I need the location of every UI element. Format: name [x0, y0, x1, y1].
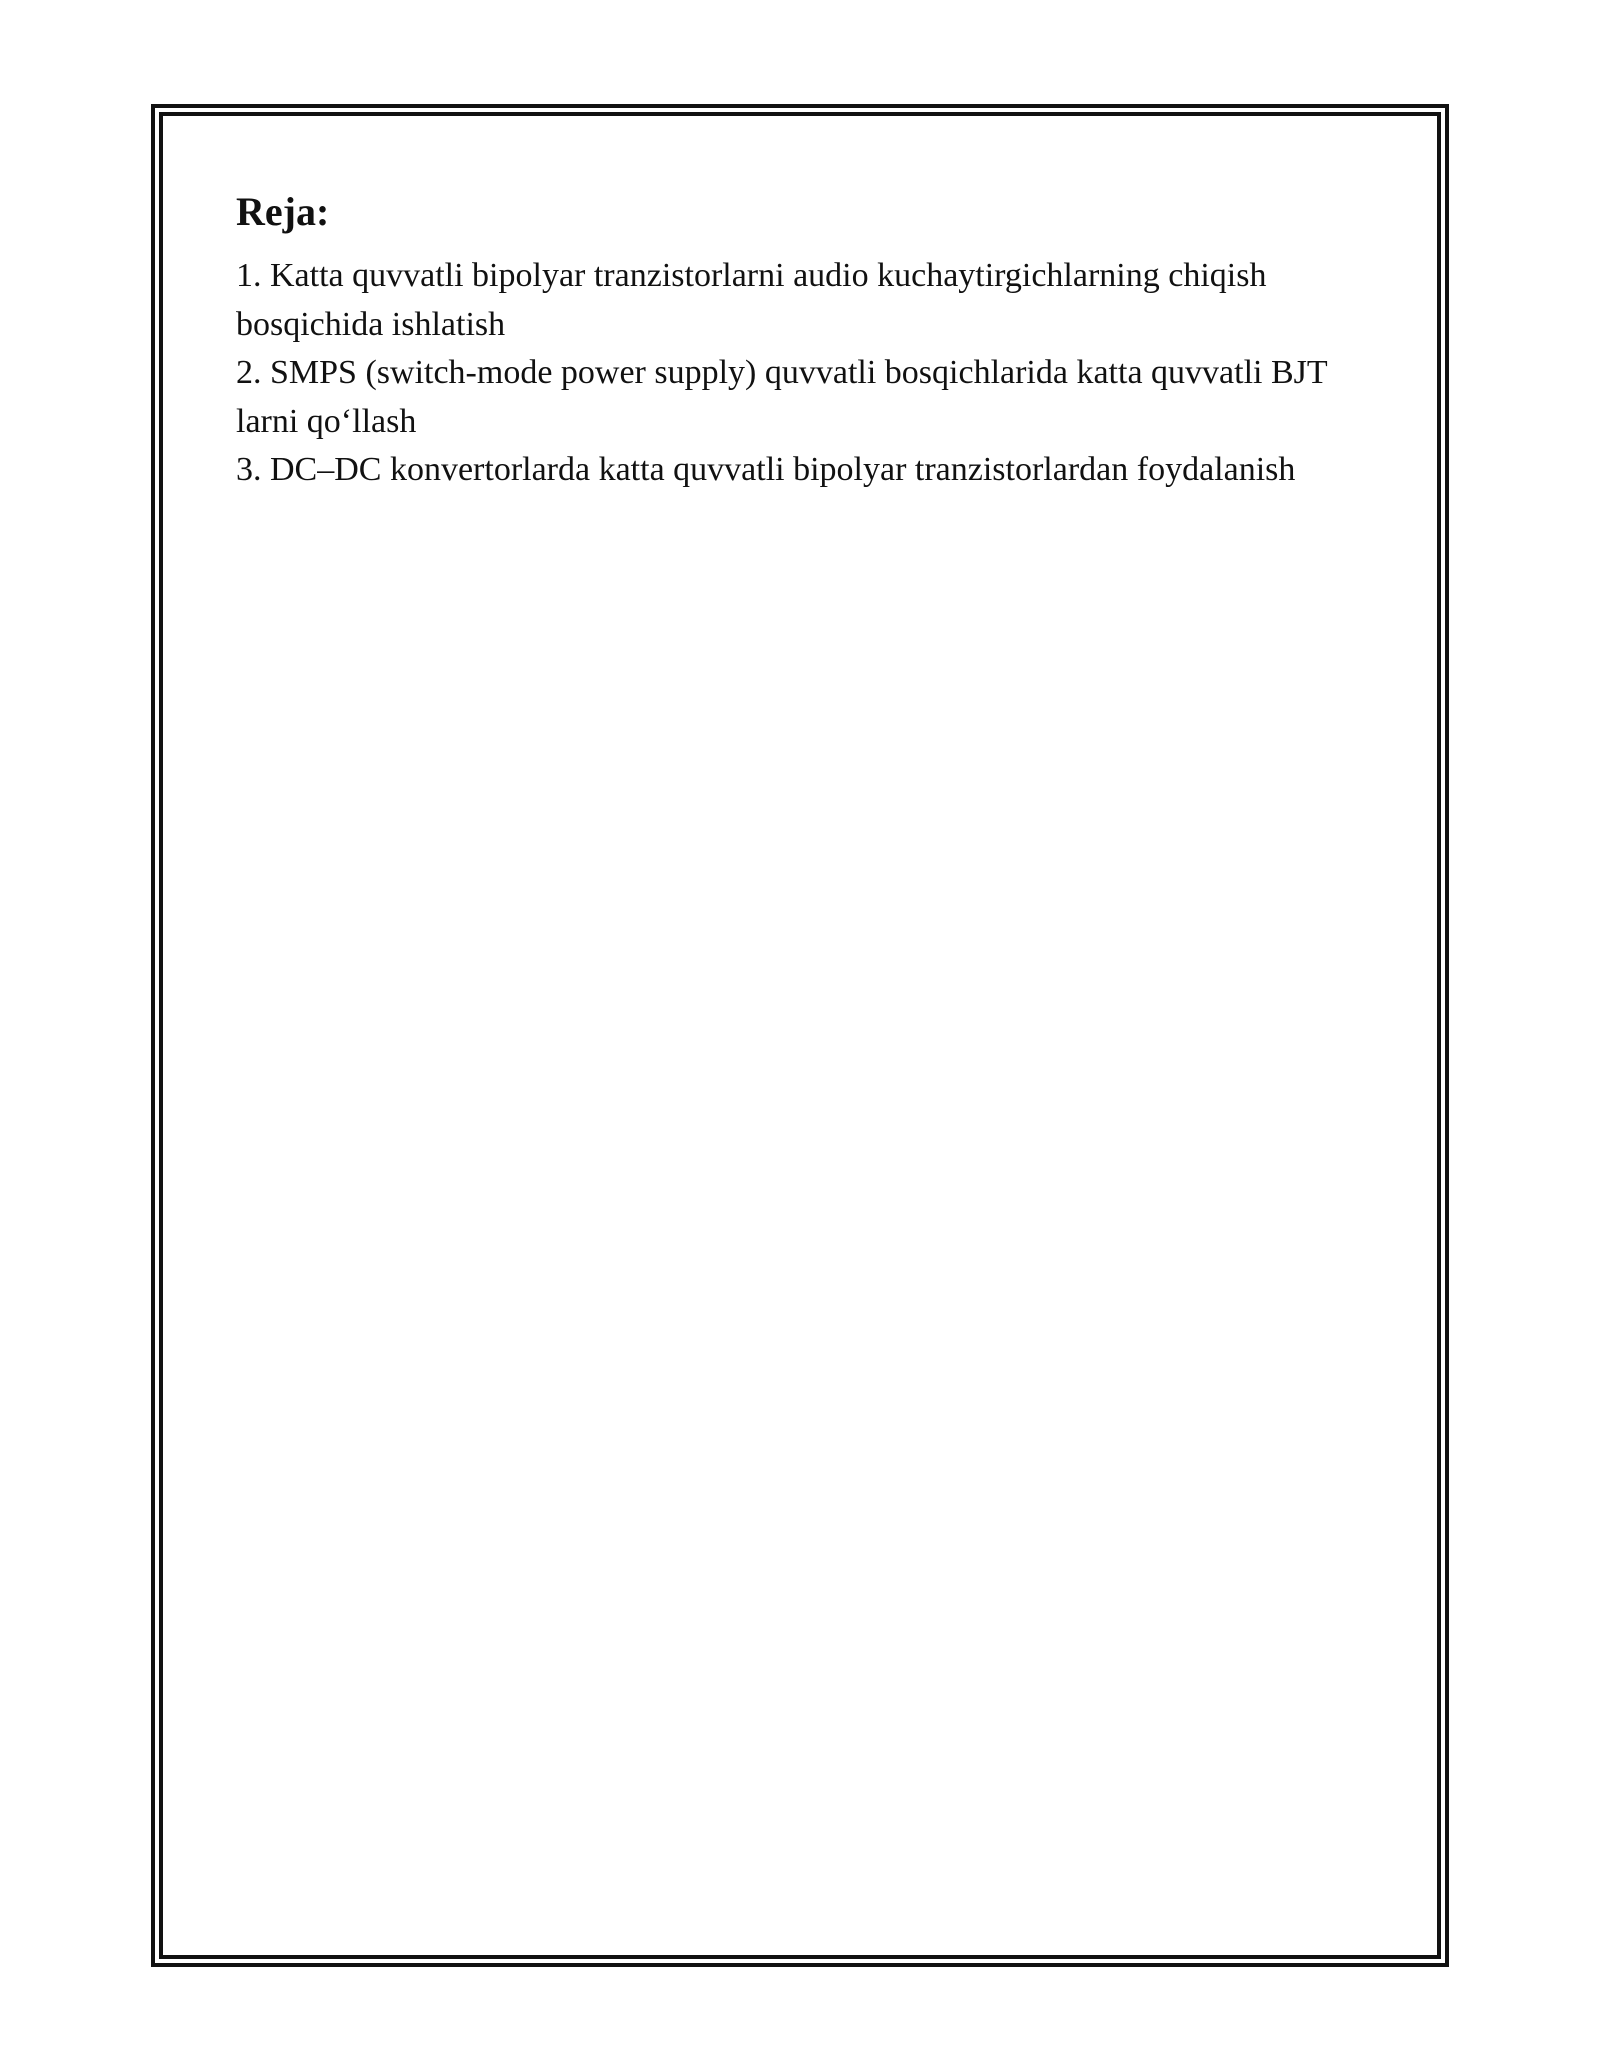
plan-item-3: 3. DC–DC konvertorlarda katta quvvatli bipolyar tranzistorlardan foydalanish	[236, 451, 1296, 488]
plan-item-1: 1. Katta quvvatli bipolyar tranzistorlarni audio kuchaytirgichlarning chiqish bosqichida ishlatish	[236, 257, 1267, 343]
plan-item-2: 2. SMPS (switch-mode power supply) quvvatli bosqichlarida katta quvvatli BJT larni qo‘llash	[236, 354, 1328, 440]
plan-section	[236, 186, 1376, 495]
plan-title: Reja:	[236, 189, 330, 234]
